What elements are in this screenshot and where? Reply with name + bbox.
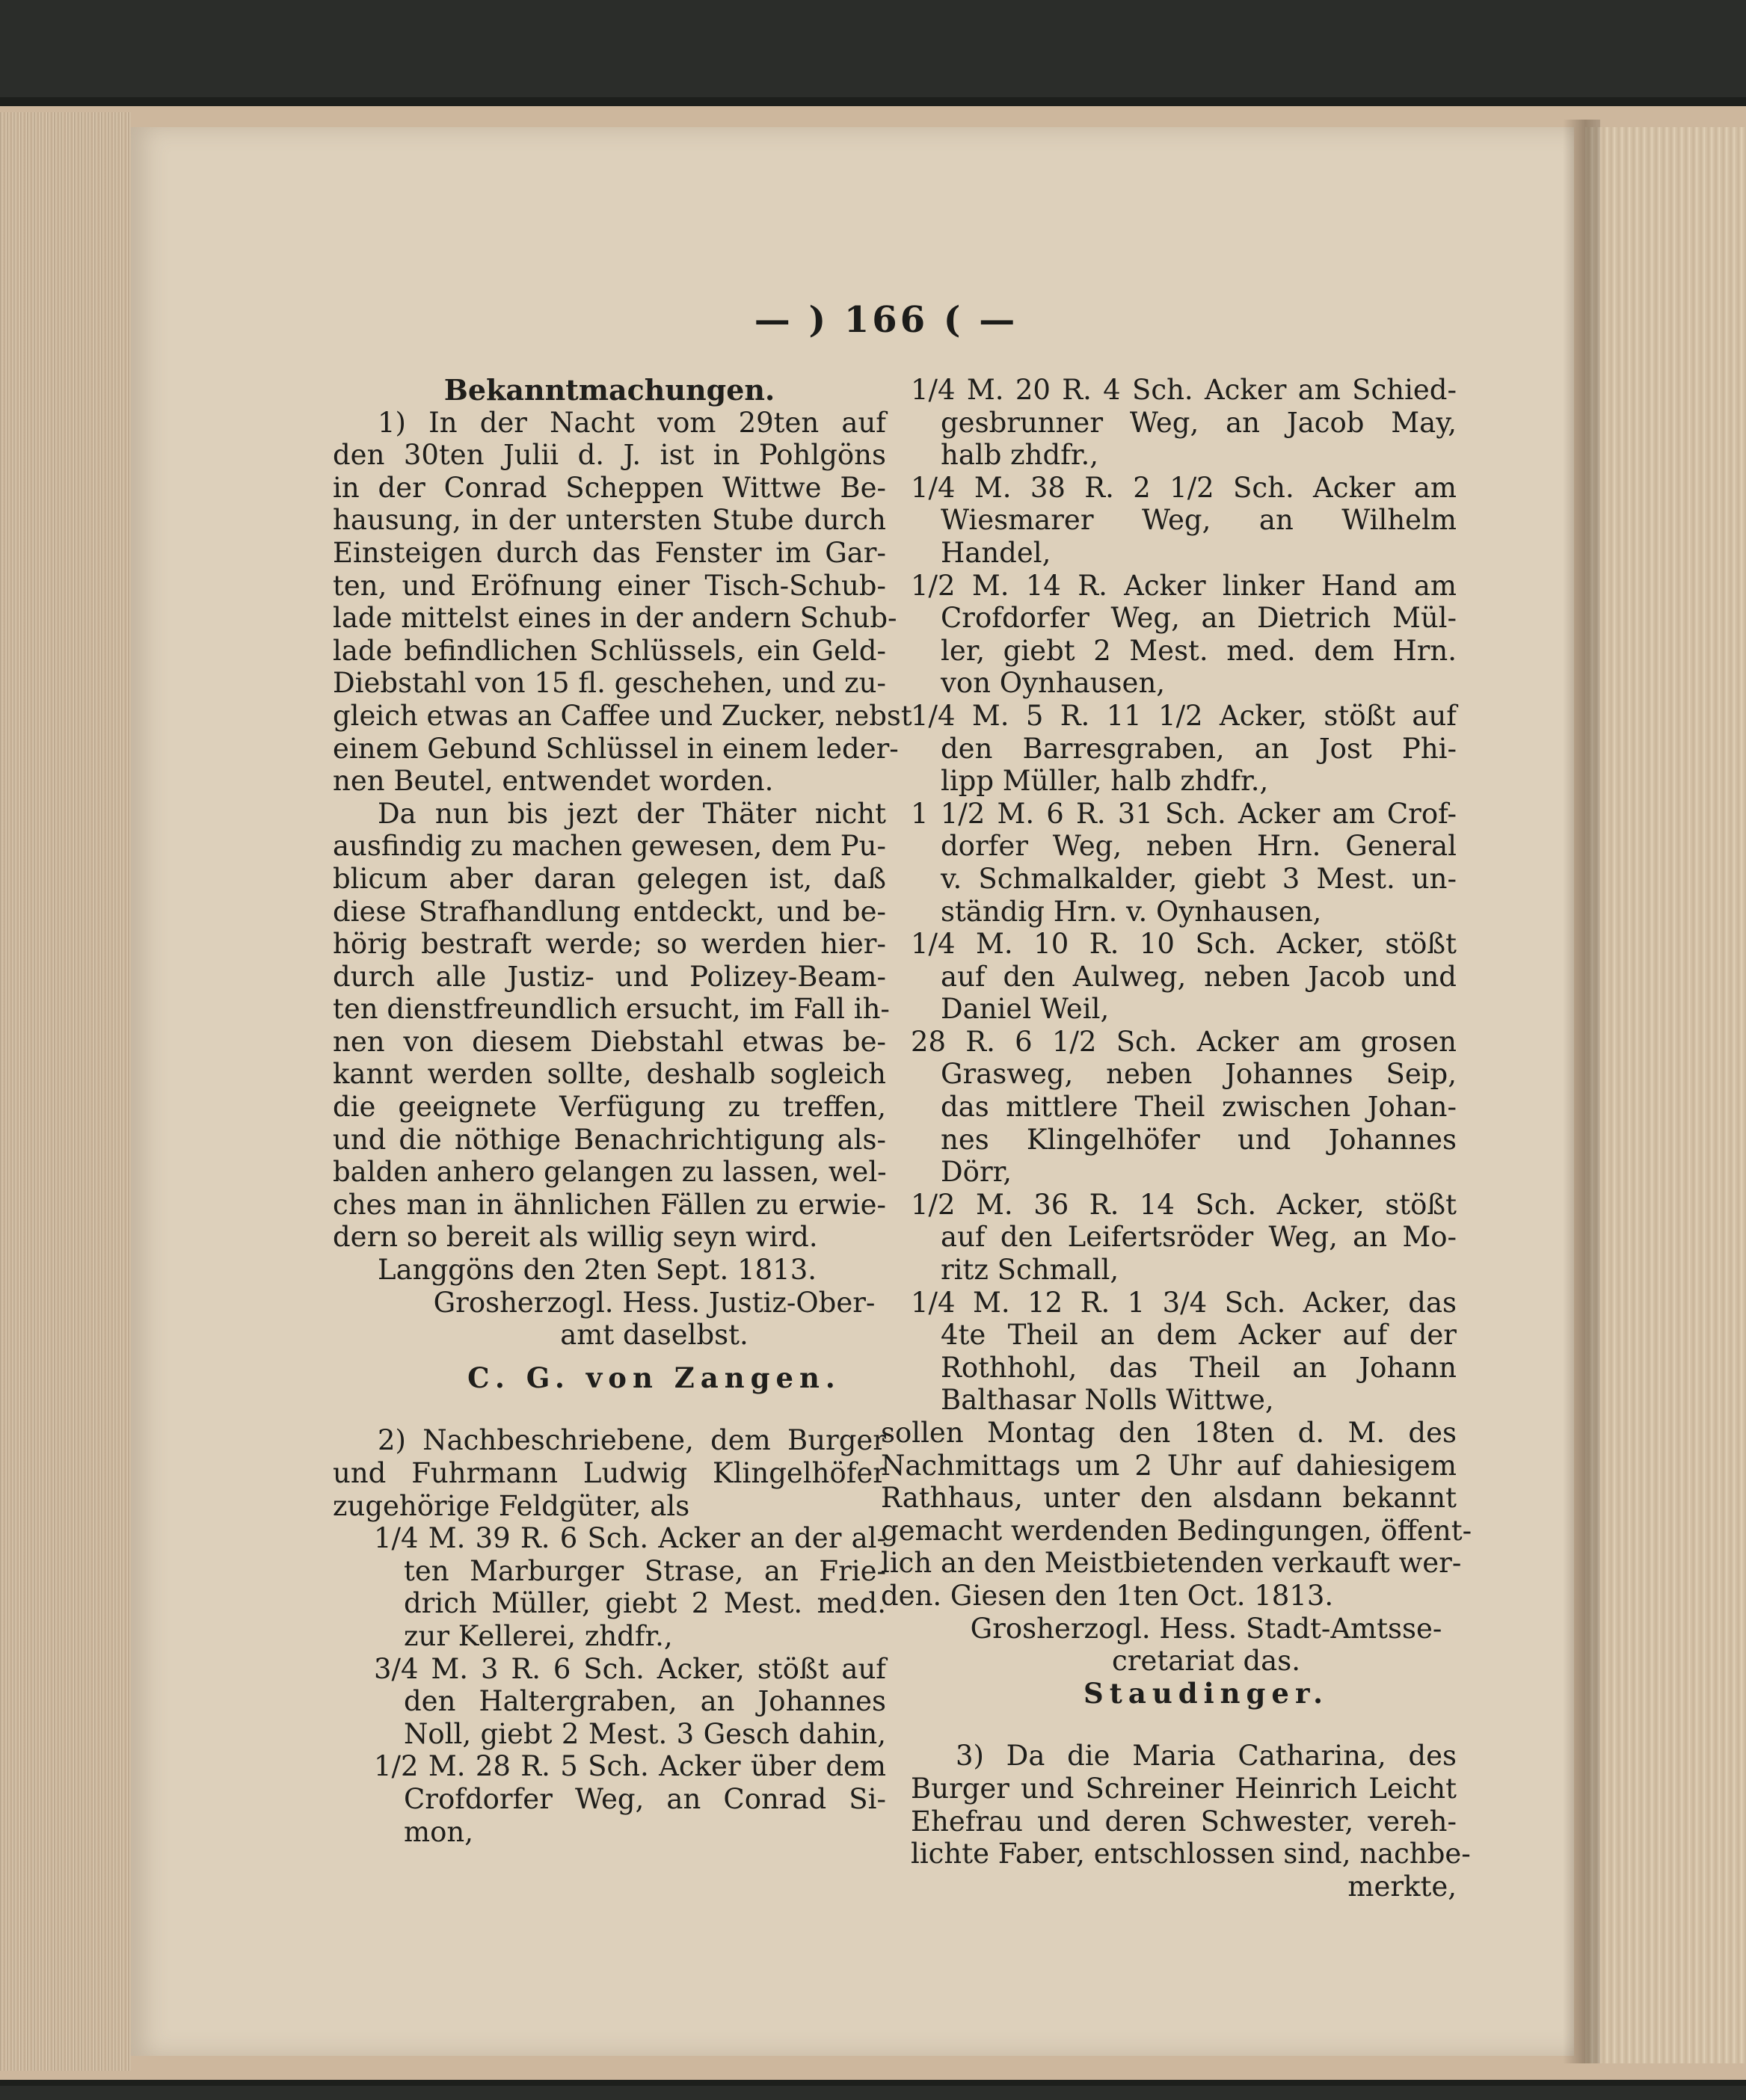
text-line: 2) Nachbeschriebene, dem Burger xyxy=(378,1424,886,1457)
spacer xyxy=(911,1710,1457,1740)
list-item: 1/2 M. 14 R. Acker linker Hand am xyxy=(911,569,1457,602)
text-line: 1) In der Nacht vom 29ten auf xyxy=(378,406,886,439)
list-item: 1/4 M. 38 R. 2 1/2 Sch. Acker am xyxy=(911,471,1457,504)
text-line: einem Gebund Schlüssel in einem leder- xyxy=(333,732,899,765)
dateline: Langgöns den 2ten Sept. 1813. xyxy=(378,1254,817,1287)
list-item: zur Kellerei, zhdfr., xyxy=(404,1619,673,1652)
text-line: hausung, in der untersten Stube durch xyxy=(333,504,886,537)
text-line: ten dienstfreundlich ersucht, im Fall ih- xyxy=(333,993,890,1026)
list-item: Handel, xyxy=(941,536,1051,569)
list-item: 3/4 M. 3 R. 6 Sch. Acker, stößt auf xyxy=(374,1652,886,1685)
list-item: das mittlere Theil zwischen Johan- xyxy=(941,1091,1457,1124)
text-line: Ehefrau und deren Schwester, vereh- xyxy=(911,1805,1457,1838)
text-line: zugehörige Feldgüter, als xyxy=(333,1489,690,1522)
text-line: Nachmittags um 2 Uhr auf dahiesigem xyxy=(881,1449,1457,1482)
list-item: auf den Aulweg, neben Jacob und xyxy=(941,960,1457,993)
list-item: Dörr, xyxy=(941,1156,1012,1189)
authority-line: cretariat das. xyxy=(1112,1645,1300,1678)
list-item: lipp Müller, halb zhdfr., xyxy=(941,765,1269,798)
text-line: gemacht werdenden Bedingungen, öffent- xyxy=(881,1514,1472,1547)
list-item: 28 R. 6 1/2 Sch. Acker am grosen xyxy=(911,1025,1457,1058)
text-line: kannt werden sollte, deshalb sogleich xyxy=(333,1058,886,1091)
text-line: blicum aber daran gelegen ist, daß xyxy=(333,862,886,895)
text-line: Da nun bis jezt der Thäter nicht xyxy=(378,797,886,830)
list-item: gesbrunner Weg, an Jacob May, xyxy=(941,406,1457,439)
text-line: Rathhaus, unter den alsdann bekannt xyxy=(881,1482,1457,1515)
text-line: und Fuhrmann Ludwig Klingelhöfer xyxy=(333,1457,886,1489)
authority-line: amt daselbst. xyxy=(560,1319,748,1352)
text-line: merkte, xyxy=(1347,1870,1457,1903)
list-item: Noll, giebt 2 Mest. 3 Gesch dahin, xyxy=(404,1717,886,1750)
text-line: nen Beutel, entwendet worden. xyxy=(333,765,774,798)
gutter-shadow xyxy=(1563,120,1600,2063)
spacer xyxy=(333,1394,886,1424)
list-item: 1/4 M. 20 R. 4 Sch. Acker am Schied- xyxy=(911,374,1457,406)
dateline: den. Giesen den 1ten Oct. 1813. xyxy=(881,1579,1334,1612)
authority-line: Grosherzogl. Hess. Justiz-Ober- xyxy=(433,1286,876,1319)
list-item: 1/4 M. 5 R. 11 1/2 Acker, stößt auf xyxy=(911,699,1457,732)
list-item: Wiesmarer Weg, an Wilhelm xyxy=(941,504,1457,537)
page-number: — ) 166 ( — xyxy=(754,299,1018,341)
text-line: durch alle Justiz- und Polizey-Beam- xyxy=(333,960,886,993)
text-line: lade befindlichen Schlüssels, ein Geld- xyxy=(333,634,886,667)
list-item: v. Schmalkalder, giebt 3 Mest. un- xyxy=(941,862,1457,895)
text-line: sollen Montag den 18ten d. M. des xyxy=(881,1417,1457,1449)
list-item: drich Müller, giebt 2 Mest. med. xyxy=(404,1587,886,1620)
text-line: Einsteigen durch das Fenster im Gar- xyxy=(333,536,886,569)
list-item: Rothhohl, das Theil an Johann xyxy=(941,1351,1457,1384)
list-item: 1 1/2 M. 6 R. 31 Sch. Acker am Crof- xyxy=(911,797,1457,830)
list-item: Crofdorfer Weg, an Dietrich Mül- xyxy=(941,602,1457,635)
list-item: nes Klingelhöfer und Johannes xyxy=(941,1123,1457,1156)
text-line: die geeignete Verfügung zu treffen, xyxy=(333,1091,886,1124)
list-item: mon, xyxy=(404,1815,473,1848)
text-line: nen von diesem Diebstahl etwas be- xyxy=(333,1025,886,1058)
list-item: den Barresgraben, an Jost Phi- xyxy=(941,732,1457,765)
text-line: gleich etwas an Caffee und Zucker, nebst xyxy=(333,699,912,732)
list-item: 1/4 M. 10 R. 10 Sch. Acker, stößt xyxy=(911,928,1457,961)
text-line: dern so bereit als willig seyn wird. xyxy=(333,1221,818,1254)
list-item: ten Marburger Strase, an Frie- xyxy=(404,1554,886,1587)
signature: C. G. von Zangen. xyxy=(467,1361,841,1394)
list-item: den Haltergraben, an Johannes xyxy=(404,1685,886,1718)
text-line: hörig bestraft werde; so werden hier- xyxy=(333,928,886,961)
text-line: ches man in ähnlichen Fällen zu erwie- xyxy=(333,1188,886,1221)
list-item: auf den Leifertsröder Weg, an Mo- xyxy=(941,1221,1457,1254)
text-line: ten, und Eröfnung einer Tisch-Schub- xyxy=(333,569,886,602)
text-line: lich an den Meistbietenden verkauft wer- xyxy=(881,1547,1462,1580)
text-line: balden anhero gelangen zu lassen, wel- xyxy=(333,1156,887,1189)
text-line: und die nöthige Benachrichtigung als- xyxy=(333,1123,886,1156)
text-line: in der Conrad Scheppen Wittwe Be- xyxy=(333,471,886,504)
right-column xyxy=(881,374,1472,1903)
list-item: dorfer Weg, neben Hrn. General xyxy=(941,830,1457,863)
left-column xyxy=(333,373,912,1848)
list-item: Crofdorfer Weg, an Conrad Si- xyxy=(404,1782,886,1815)
text-line: den 30ten Julii d. J. ist in Pohlgöns xyxy=(333,439,886,472)
list-item: Balthasar Nolls Wittwe, xyxy=(941,1384,1274,1417)
left-page-edges xyxy=(0,112,131,2071)
list-item: Daniel Weil, xyxy=(941,993,1110,1026)
list-item: von Oynhausen, xyxy=(941,667,1166,700)
authority-line: Grosherzogl. Hess. Stadt-Amtsse- xyxy=(970,1612,1442,1645)
list-item: 1/4 M. 12 R. 1 3/4 Sch. Acker, das xyxy=(911,1286,1457,1319)
text-line: lade mittelst eines in der andern Schub- xyxy=(333,602,897,635)
list-item: halb zhdfr., xyxy=(941,439,1099,472)
text-line: ausfindig zu machen gewesen, dem Pu- xyxy=(333,830,886,863)
text-line: diese Strafhandlung entdeckt, und be- xyxy=(333,895,886,928)
list-item: 1/4 M. 39 R. 6 Sch. Acker an der al- xyxy=(374,1522,886,1555)
list-item: Grasweg, neben Johannes Seip, xyxy=(941,1058,1457,1091)
list-item: 1/2 M. 28 R. 5 Sch. Acker über dem xyxy=(374,1750,886,1783)
text-line: Burger und Schreiner Heinrich Leicht xyxy=(911,1772,1457,1805)
list-item: 1/2 M. 36 R. 14 Sch. Acker, stößt xyxy=(911,1188,1457,1221)
list-item: 4te Theil an dem Acker auf der xyxy=(941,1319,1457,1352)
text-line: lichte Faber, entschlossen sind, nachbe- xyxy=(911,1838,1471,1870)
signature: Staudinger. xyxy=(1083,1676,1329,1710)
section-heading: Bekanntmachungen. xyxy=(443,373,775,407)
list-item: ständig Hrn. v. Oynhausen, xyxy=(941,895,1322,928)
list-item: ritz Schmall, xyxy=(941,1254,1119,1287)
text-line: Diebstahl von 15 fl. geschehen, und zu- xyxy=(333,667,886,700)
right-page-edges xyxy=(1585,127,1746,2063)
list-item: ler, giebt 2 Mest. med. dem Hrn. xyxy=(941,634,1457,667)
text-line: 3) Da die Maria Catharina, des xyxy=(956,1740,1457,1773)
